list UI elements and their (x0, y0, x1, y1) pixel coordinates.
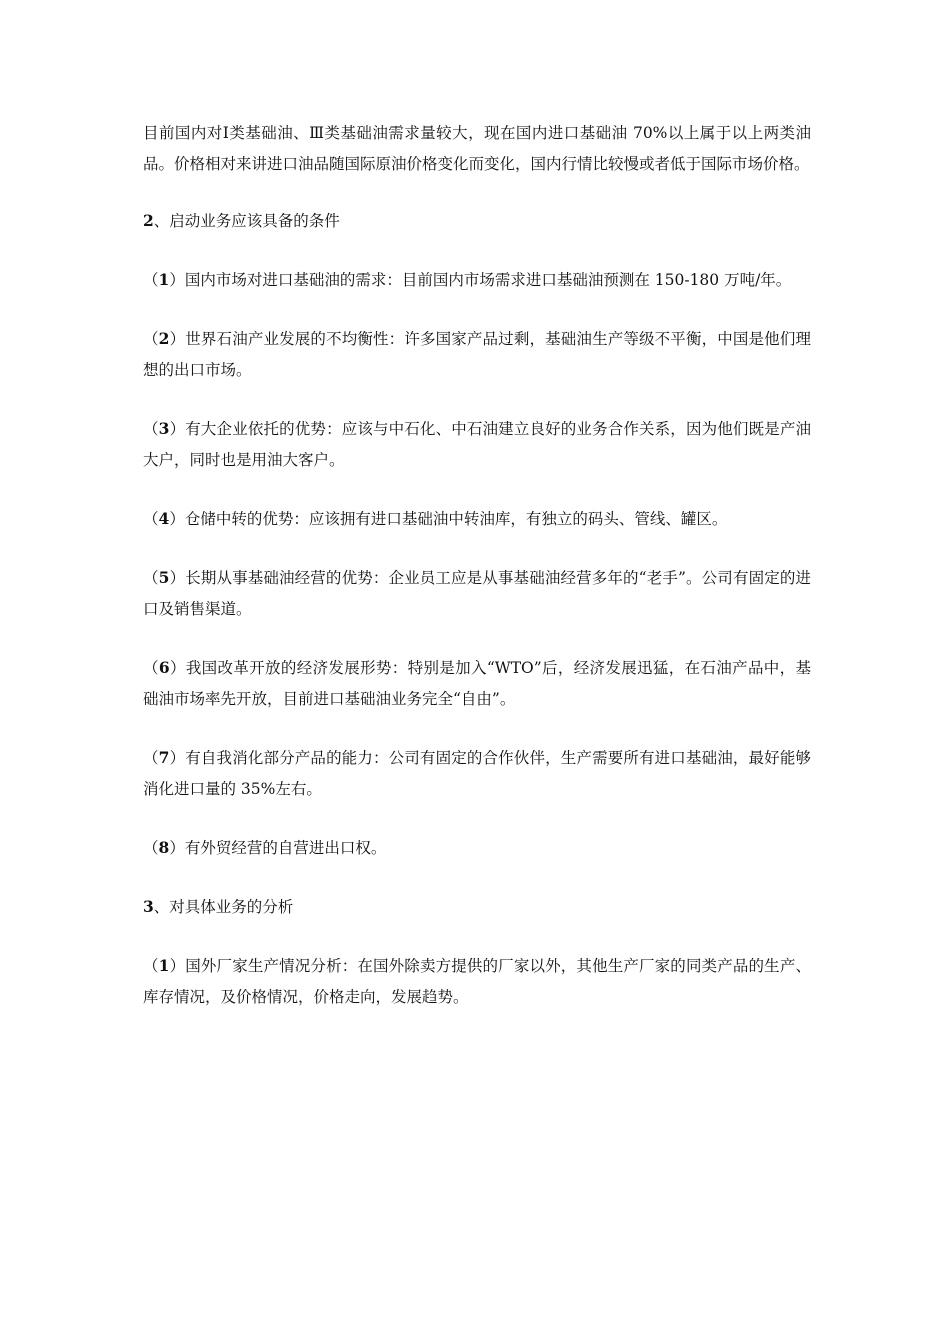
item-number: 2 (158, 329, 170, 348)
section-2-item-8 (143, 832, 811, 864)
item-text: ）有自我消化部分产品的能力：公司有固定的合作伙伴，生产需要所有进口基础油，最好能够消化进口量的 35%左右。 (143, 749, 811, 798)
item-text: ）有外贸经营的自营进出口权。 (169, 839, 387, 857)
item-open-paren: （ (143, 271, 159, 289)
item-open-paren: （ (143, 957, 159, 975)
item-number: 1 (158, 956, 170, 975)
item-text: ）我国改革开放的经济发展形势：特别是加入“WTO”后，经济发展迅猛，在石油产品中，基础油市场率先开放，目前进口基础油业务完全“自由”。 (143, 659, 811, 708)
item-open-paren: （ (143, 569, 159, 587)
section-2-item-1 (143, 264, 811, 296)
section-3-number: 3 (143, 897, 154, 916)
item-number: 4 (158, 509, 170, 528)
item-number: 7 (158, 748, 170, 767)
section-3-title: 、对具体业务的分析 (153, 898, 294, 916)
item-text: ）国外厂家生产情况分析：在国外除卖方提供的厂家以外，其他生产厂家的同类产品的生产、库存情况，及价格情况，价格走向，发展趋势。 (143, 957, 811, 1006)
item-number: 3 (158, 419, 170, 438)
section-2-item-2 (143, 323, 811, 386)
item-number: 5 (158, 568, 170, 587)
section-2-heading (143, 205, 811, 237)
section-3-item-1 (143, 950, 811, 1013)
item-open-paren: （ (143, 510, 159, 528)
section-2-item-7 (143, 742, 811, 805)
item-open-paren: （ (143, 420, 159, 438)
section-2-item-3 (143, 413, 811, 476)
item-text: ）仓储中转的优势：应该拥有进口基础油中转油库，有独立的码头、管线、罐区。 (169, 510, 728, 528)
section-2-title: 、启动业务应该具备的条件 (153, 212, 340, 230)
item-number: 6 (158, 658, 170, 677)
intro-line-2: 两类油品。价格相对来讲进口油品随国际原油价格变化而变化，国内行情比较慢或者低于国 (143, 124, 811, 173)
item-open-paren: （ (143, 839, 159, 857)
item-open-paren: （ (143, 330, 159, 348)
document-page (143, 118, 811, 1040)
item-number: 8 (158, 838, 170, 857)
item-text: ）世界石油产业发展的不均衡性：许多国家产品过剩，基础油生产等级不平衡，中国是他们理想的出口市场。 (143, 330, 811, 379)
intro-paragraph (143, 118, 811, 180)
section-2-number: 2 (143, 211, 154, 230)
intro-line-1: 目前国内对Ⅰ类基础油、Ⅲ类基础油需求量较大，现在国内进口基础油 70%以上属于以上 (143, 124, 764, 142)
section-3-heading (143, 891, 811, 923)
item-text: ）有大企业依托的优势：应该与中石化、中石油建立良好的业务合作关系，因为他们既是产油大户，同时也是用油大客户。 (143, 420, 811, 469)
section-2-item-4 (143, 503, 811, 535)
section-2-item-6 (143, 652, 811, 715)
item-text: ）长期从事基础油经营的优势：企业员工应是从事基础油经营多年的“老手”。公司有固定的进口及销售渠道。 (143, 569, 811, 618)
item-text: ）国内市场对进口基础油的需求：目前国内市场需求进口基础油预测在 150-180 万吨/年。 (169, 271, 792, 289)
item-open-paren: （ (143, 659, 159, 677)
intro-line-3: 际市场价格。 (716, 155, 810, 173)
item-open-paren: （ (143, 749, 159, 767)
item-number: 1 (158, 270, 170, 289)
section-2-item-5 (143, 562, 811, 625)
